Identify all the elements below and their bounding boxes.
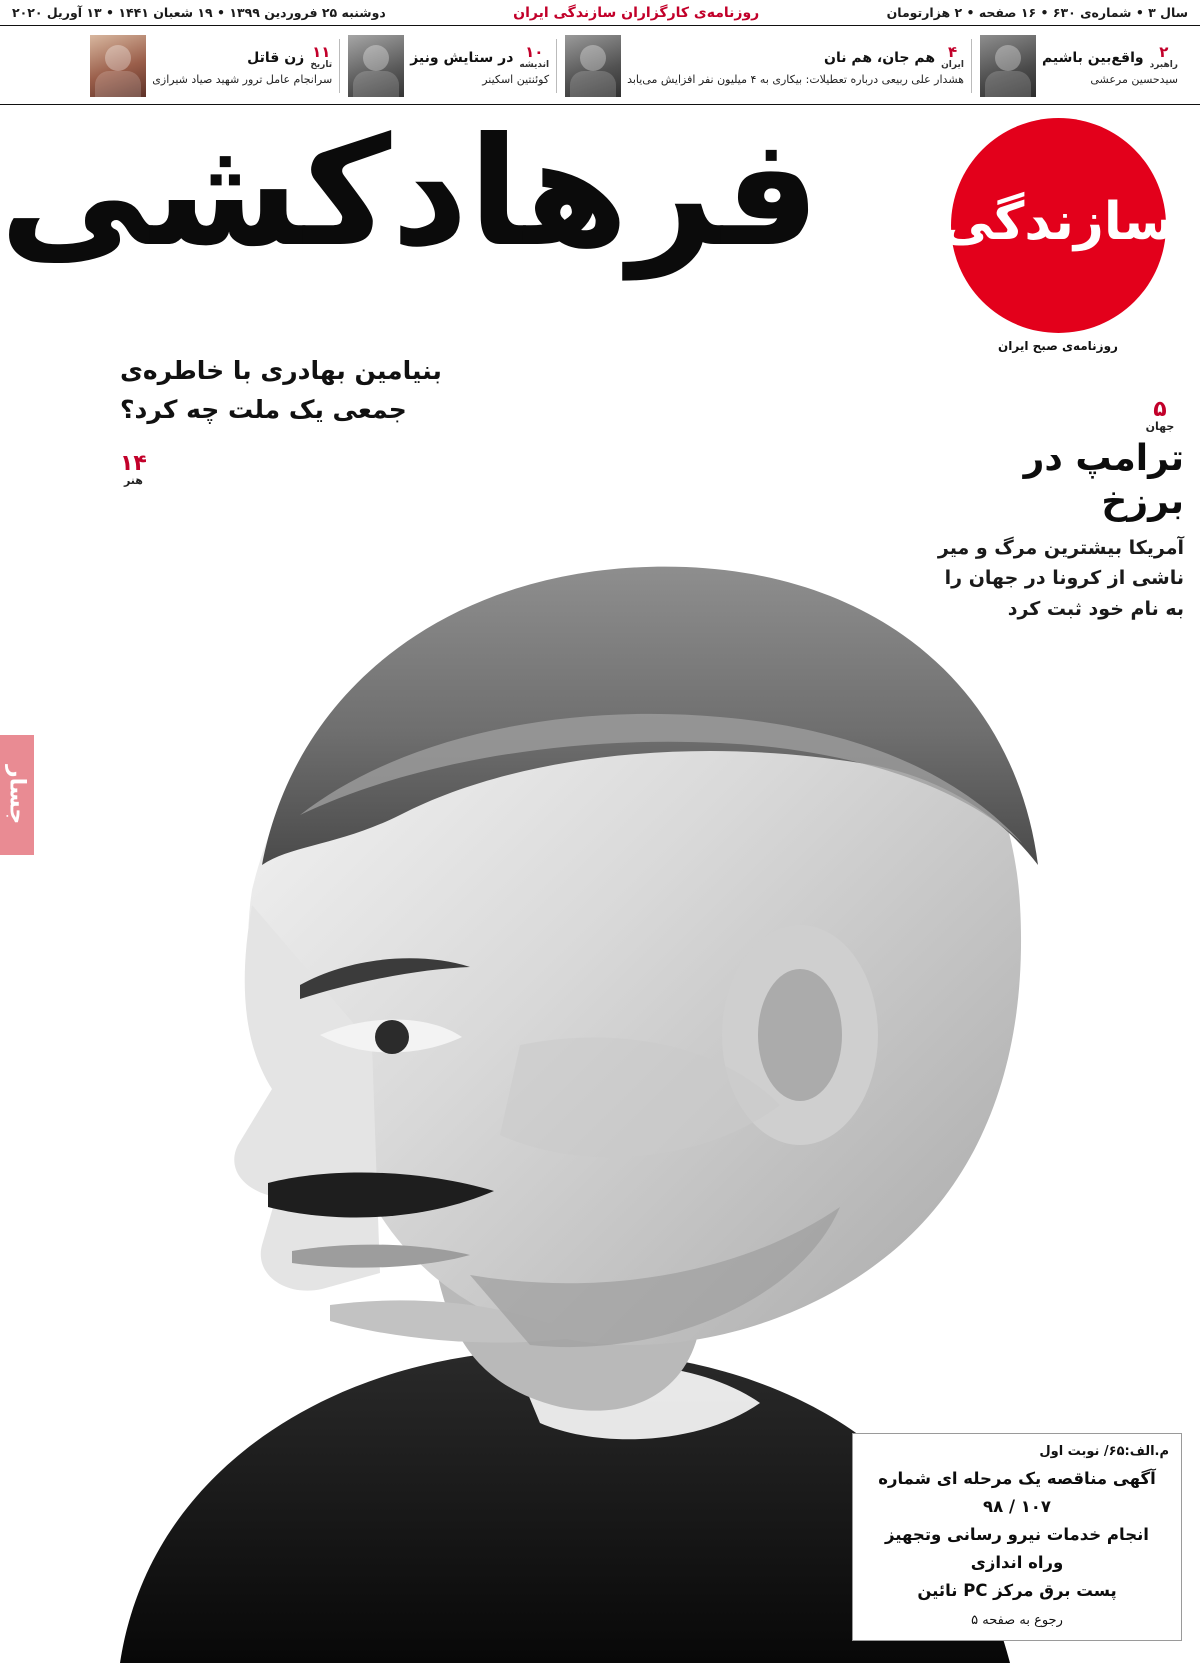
teaser-title: زن قاتل [247, 49, 305, 66]
ad-line-3: پست برق مرکز PC نائین [917, 1580, 1117, 1600]
teaser-subtitle: سیدحسین مرعشی [1090, 73, 1178, 87]
teaser-section-name: تاریخ [310, 59, 333, 70]
right-story-section-name: جهان [1145, 420, 1175, 434]
teaser-title: هم جان، هم نان [824, 49, 936, 66]
teaser-item[interactable] [557, 31, 972, 100]
teaser-page-number: ۱۰ [525, 42, 544, 61]
teaser-thumbnail-icon [565, 35, 621, 97]
teaser-thumbnail-icon [348, 35, 404, 97]
logo-wordmark: سازندگی [941, 191, 1175, 252]
teaser-ribbon [0, 27, 1200, 105]
teaser-subtitle: سرانجام عامل ترور شهید صیاد شیرازی [152, 73, 333, 87]
masthead-topbar [0, 0, 1200, 26]
right-story-page-number: ۵ [1153, 397, 1167, 422]
right-story-section-badge [1140, 398, 1180, 433]
right-story-title: ترامپ در برزخ [1023, 437, 1184, 522]
teaser-section-badge [1149, 42, 1178, 70]
main-story-section-name: هنر [123, 474, 143, 488]
teaser-subtitle: کوئنتین اسکینر [482, 73, 550, 87]
ad-page-reference: رجوع به صفحه ۵ [971, 1613, 1063, 1628]
teaser-page-number: ۲ [1159, 42, 1169, 61]
teaser-item[interactable] [82, 31, 340, 100]
main-story-page-number: ۱۴ [120, 451, 147, 476]
teaser-section-name: ایران [941, 59, 964, 70]
topbar-left-info: سال ۳ • شماره‌ی ۶۳۰ • ۱۶ صفحه • ۲ هزارتومان [886, 5, 1188, 20]
logo-tagline: روزنامه‌ی صبح ایران [998, 339, 1118, 353]
newspaper-logo [938, 118, 1178, 353]
teaser-title: واقع‌بین باشیم [1041, 49, 1144, 66]
teaser-item[interactable] [340, 31, 557, 100]
right-column-story[interactable] [934, 398, 1184, 624]
teaser-page-number: ۱۱ [312, 42, 331, 61]
teaser-section-name: اندیشه [519, 59, 550, 70]
teaser-thumbnail-icon [90, 35, 146, 97]
topbar-center-title: روزنامه‌ی کارگزاران سازندگی ایران [513, 4, 760, 21]
teaser-thumbnail-icon [980, 35, 1036, 97]
main-deck: بنیامین بهادری با خاطره‌ی جمعی یک ملت چه کرد؟ [120, 356, 442, 424]
teaser-section-name: راهبرد [1149, 59, 1178, 70]
teaser-section-badge [310, 42, 333, 70]
topbar-date-info: دوشنبه ۲۵ فروردین ۱۳۹۹ • ۱۹ شعبان ۱۴۴۱ • ۱۳ آوریل ۲۰۲۰ [12, 5, 386, 20]
main-story-section-badge [120, 452, 147, 487]
main-headline: فرهادکشی [0, 106, 820, 280]
teaser-title: در ستایش ونیز [410, 49, 514, 66]
teaser-item[interactable] [972, 31, 1186, 100]
ad-line-2: انجام خدمات نیرو رسانی وتجهیز وراه اندازی [885, 1524, 1149, 1572]
ad-code: م.الف:۶۵/ نوبت اول [1039, 1443, 1169, 1459]
side-vertical-label: جسار [0, 735, 34, 855]
right-story-body: آمریکا بیشترین مرگ و میر ناشی از کرونا در جهان را به نام خود ثبت کرد [937, 537, 1184, 620]
teaser-subtitle: هشدار علی ربیعی درباره تعطیلات: بیکاری به ۴ میلیون نفر افزایش می‌یابد [627, 73, 964, 87]
teaser-section-badge [519, 42, 550, 70]
teaser-section-badge [941, 42, 964, 70]
logo-circle-mark [941, 118, 1175, 333]
classified-ad-box [852, 1433, 1182, 1641]
ad-line-1: آگهی مناقصه یک مرحله ای شماره ۱۰۷ / ۹۸ [878, 1468, 1156, 1516]
teaser-page-number: ۴ [947, 42, 958, 61]
